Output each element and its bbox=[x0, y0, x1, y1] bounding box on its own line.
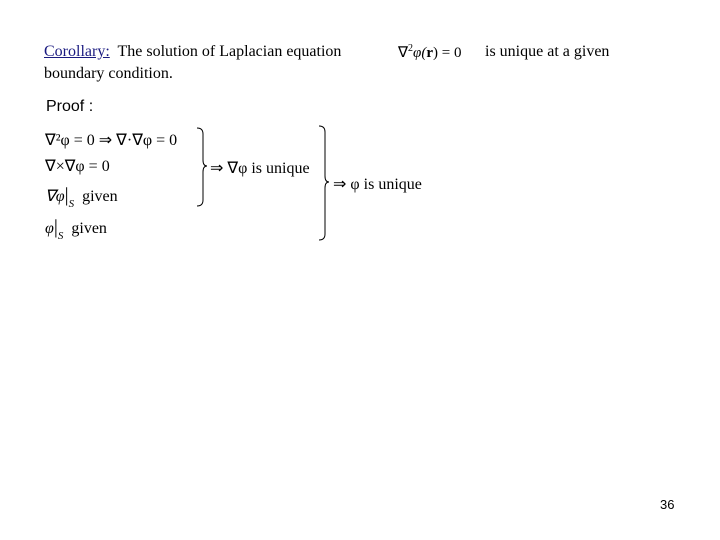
corollary-keyword: Corollary: bbox=[44, 43, 110, 60]
phi: φ bbox=[45, 220, 54, 237]
given-word: given bbox=[71, 220, 107, 237]
exponent: 2 bbox=[408, 43, 414, 54]
grad-phi: ∇φ bbox=[45, 188, 65, 205]
conclusion-grad-unique: ⇒ ∇φ is unique bbox=[210, 160, 310, 177]
corollary-text-part2: is unique at a given bbox=[485, 43, 610, 60]
corollary-line2: boundary condition. bbox=[44, 65, 173, 82]
nabla-symbol: ∇ bbox=[398, 45, 409, 61]
inner-brace bbox=[197, 128, 207, 206]
conclusion-phi-unique: ⇒ φ is unique bbox=[333, 176, 422, 193]
proof-line2: ∇×∇φ = 0 bbox=[45, 158, 110, 175]
page-number: 36 bbox=[660, 497, 675, 512]
proof-line4: $\varphi|_S$ given bbox=[45, 216, 107, 242]
proof-line3: $\nabla\varphi|_S$ given bbox=[45, 184, 118, 210]
r-vector: r bbox=[426, 45, 434, 61]
proof-line1: ∇²φ = 0 ⇒ ∇·∇φ = 0 bbox=[45, 132, 178, 149]
proof-label: Proof : bbox=[46, 98, 94, 115]
subscript-s: S bbox=[68, 198, 75, 210]
outer-brace bbox=[319, 126, 329, 240]
subscript-s: S bbox=[57, 230, 64, 242]
corollary-text-part1: The solution of Laplacian equation bbox=[117, 43, 342, 60]
equation-rest: ) = 0 bbox=[433, 45, 462, 61]
phi-symbol: φ( bbox=[413, 45, 427, 61]
given-word: given bbox=[82, 188, 118, 205]
